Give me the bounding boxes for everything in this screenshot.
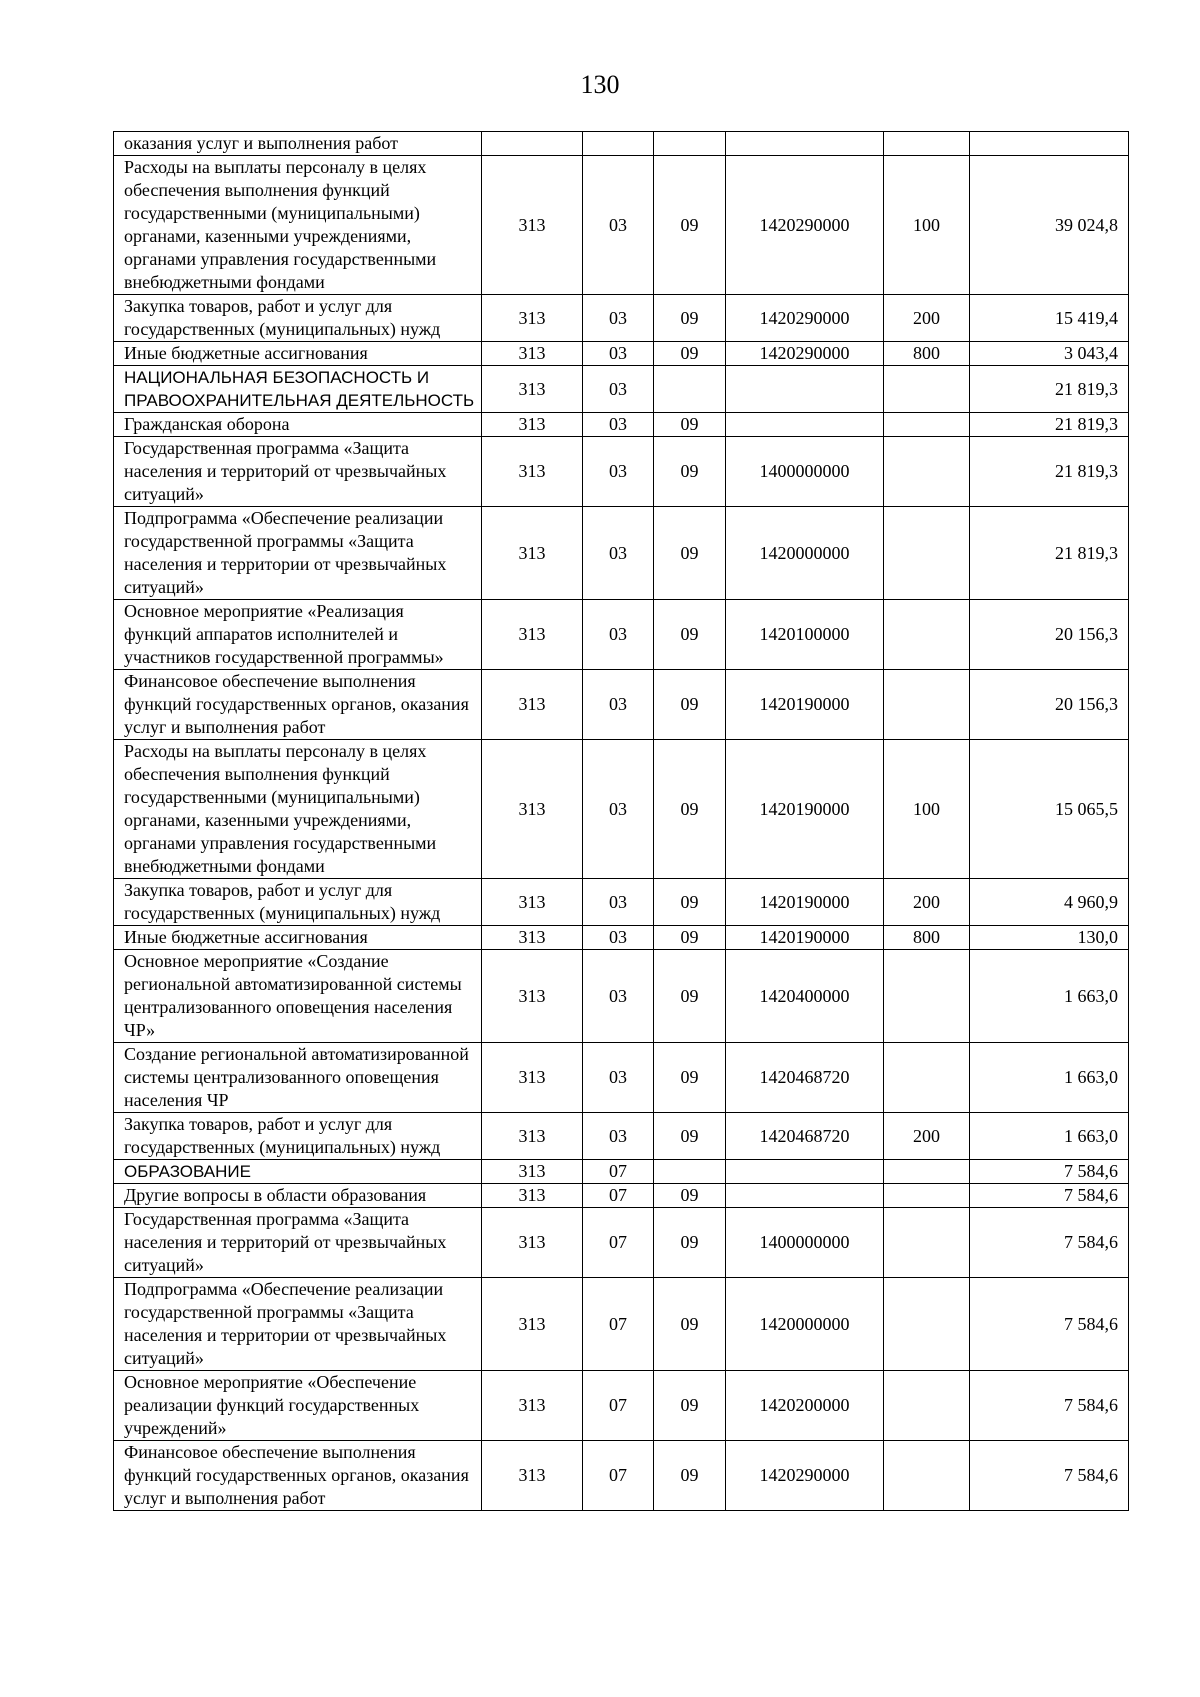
row-admin-code: 313 (482, 950, 583, 1043)
row-description: Основное мероприятие «Создание региональной автоматизированной системы централизованного оповещения населения ЧР» (114, 950, 482, 1043)
row-expense-type: 100 (884, 740, 970, 879)
row-expense-type (884, 600, 970, 670)
row-target-article: 1420290000 (726, 295, 884, 342)
row-admin-code: 313 (482, 1160, 583, 1184)
row-expense-type (884, 507, 970, 600)
row-target-article: 1420190000 (726, 670, 884, 740)
row-description: Создание региональной автоматизированной системы централизованного оповещения населения ЧР (114, 1043, 482, 1113)
row-admin-code: 313 (482, 1043, 583, 1113)
row-admin-code: 313 (482, 437, 583, 507)
row-description: Основное мероприятие «Реализация функций аппаратов исполнителей и участников государственной программы» (114, 600, 482, 670)
row-section-code: 03 (583, 670, 654, 740)
row-subsection-code: 09 (654, 1113, 726, 1160)
row-subsection-code (654, 366, 726, 413)
row-target-article (726, 366, 884, 413)
row-target-article: 1420190000 (726, 926, 884, 950)
row-target-article (726, 1160, 884, 1184)
row-target-article (726, 413, 884, 437)
row-subsection-code: 09 (654, 1184, 726, 1208)
table-row (114, 1043, 1129, 1113)
row-admin-code: 313 (482, 413, 583, 437)
row-expense-type: 200 (884, 1113, 970, 1160)
row-target-article: 1420000000 (726, 507, 884, 600)
row-subsection-code (654, 1160, 726, 1184)
row-target-article (726, 132, 884, 156)
row-section-code: 03 (583, 600, 654, 670)
row-admin-code: 313 (482, 1208, 583, 1278)
row-description: Государственная программа «Защита населения и территорий от чрезвычайных ситуаций» (114, 1208, 482, 1278)
row-amount: 20 156,3 (970, 670, 1129, 740)
row-amount: 7 584,6 (970, 1371, 1129, 1441)
row-target-article: 1420468720 (726, 1043, 884, 1113)
row-amount: 1 663,0 (970, 950, 1129, 1043)
row-section-code: 03 (583, 926, 654, 950)
row-subsection-code: 09 (654, 156, 726, 295)
row-section-code: 07 (583, 1371, 654, 1441)
row-section-code: 03 (583, 1043, 654, 1113)
row-section-code: 07 (583, 1278, 654, 1371)
row-description: Другие вопросы в области образования (114, 1184, 482, 1208)
row-amount: 1 663,0 (970, 1043, 1129, 1113)
row-admin-code: 313 (482, 1113, 583, 1160)
row-subsection-code: 09 (654, 879, 726, 926)
row-description: оказания услуг и выполнения работ (114, 132, 482, 156)
row-amount: 3 043,4 (970, 342, 1129, 366)
row-admin-code: 313 (482, 740, 583, 879)
page-number: 130 (580, 70, 620, 99)
row-subsection-code: 09 (654, 670, 726, 740)
row-admin-code: 313 (482, 879, 583, 926)
row-amount: 7 584,6 (970, 1208, 1129, 1278)
table-row (114, 413, 1129, 437)
row-admin-code (482, 132, 583, 156)
row-target-article: 1400000000 (726, 1208, 884, 1278)
row-amount: 20 156,3 (970, 600, 1129, 670)
row-amount: 21 819,3 (970, 413, 1129, 437)
row-description: Основное мероприятие «Обеспечение реализации функций государственных учреждений» (114, 1371, 482, 1441)
row-section-code: 07 (583, 1184, 654, 1208)
row-section-code: 03 (583, 437, 654, 507)
table-row (114, 740, 1129, 879)
budget-table (113, 131, 1129, 1511)
row-section-code: 07 (583, 1441, 654, 1511)
row-section-code: 07 (583, 1160, 654, 1184)
row-amount: 39 024,8 (970, 156, 1129, 295)
row-subsection-code: 09 (654, 926, 726, 950)
row-admin-code: 313 (482, 342, 583, 366)
row-description: Финансовое обеспечение выполнения функций государственных органов, оказания услуг и выполнения работ (114, 1441, 482, 1511)
table-row (114, 507, 1129, 600)
row-target-article: 1420000000 (726, 1278, 884, 1371)
row-target-article: 1420290000 (726, 1441, 884, 1511)
row-admin-code: 313 (482, 507, 583, 600)
table-body (114, 132, 1129, 1511)
row-subsection-code: 09 (654, 342, 726, 366)
row-description: Подпрограмма «Обеспечение реализации государственной программы «Защита населения и территории от чрезвычайных ситуаций» (114, 507, 482, 600)
row-amount: 21 819,3 (970, 507, 1129, 600)
row-subsection-code: 09 (654, 1441, 726, 1511)
row-subsection-code: 09 (654, 1371, 726, 1441)
row-subsection-code: 09 (654, 1208, 726, 1278)
table-row (114, 926, 1129, 950)
row-expense-type (884, 132, 970, 156)
row-subsection-code: 09 (654, 1278, 726, 1371)
row-description: Государственная программа «Защита населения и территорий от чрезвычайных ситуаций» (114, 437, 482, 507)
row-expense-type: 800 (884, 342, 970, 366)
table-row (114, 1371, 1129, 1441)
row-amount: 7 584,6 (970, 1184, 1129, 1208)
row-section-code: 03 (583, 413, 654, 437)
row-target-article: 1420100000 (726, 600, 884, 670)
row-description: Гражданская оборона (114, 413, 482, 437)
row-description: Закупка товаров, работ и услуг для государственных (муниципальных) нужд (114, 295, 482, 342)
row-expense-type (884, 1184, 970, 1208)
row-section-code: 03 (583, 342, 654, 366)
row-amount: 130,0 (970, 926, 1129, 950)
row-section-code: 03 (583, 156, 654, 295)
row-section-code: 03 (583, 950, 654, 1043)
row-amount: 7 584,6 (970, 1278, 1129, 1371)
row-description: Финансовое обеспечение выполнения функций государственных органов, оказания услуг и выполнения работ (114, 670, 482, 740)
row-expense-type: 200 (884, 295, 970, 342)
row-expense-type: 200 (884, 879, 970, 926)
table-row (114, 366, 1129, 413)
row-amount (970, 132, 1129, 156)
row-amount: 7 584,6 (970, 1160, 1129, 1184)
row-expense-type (884, 1371, 970, 1441)
table-row (114, 670, 1129, 740)
row-amount: 7 584,6 (970, 1441, 1129, 1511)
row-description: НАЦИОНАЛЬНАЯ БЕЗОПАСНОСТЬ И ПРАВООХРАНИТЕЛЬНАЯ ДЕЯТЕЛЬНОСТЬ (114, 366, 482, 413)
row-admin-code: 313 (482, 295, 583, 342)
row-expense-type (884, 1043, 970, 1113)
row-amount: 4 960,9 (970, 879, 1129, 926)
row-subsection-code: 09 (654, 600, 726, 670)
row-admin-code: 313 (482, 366, 583, 413)
row-expense-type: 800 (884, 926, 970, 950)
row-target-article (726, 1184, 884, 1208)
table-row (114, 1184, 1129, 1208)
row-target-article: 1420290000 (726, 342, 884, 366)
row-section-code: 03 (583, 295, 654, 342)
row-subsection-code: 09 (654, 507, 726, 600)
row-admin-code: 313 (482, 1371, 583, 1441)
row-description: Иные бюджетные ассигнования (114, 926, 482, 950)
row-admin-code: 313 (482, 1441, 583, 1511)
table-row (114, 1208, 1129, 1278)
row-admin-code: 313 (482, 156, 583, 295)
row-subsection-code: 09 (654, 950, 726, 1043)
row-amount: 15 419,4 (970, 295, 1129, 342)
row-expense-type (884, 366, 970, 413)
row-target-article: 1420200000 (726, 1371, 884, 1441)
row-section-code (583, 132, 654, 156)
row-admin-code: 313 (482, 600, 583, 670)
row-expense-type (884, 413, 970, 437)
table-row (114, 132, 1129, 156)
row-description: Расходы на выплаты персоналу в целях обеспечения выполнения функций государственными (муниципальными) органами, казенными учреждениями, органами управления государственными внебюджетными фондами (114, 740, 482, 879)
table-row (114, 879, 1129, 926)
row-admin-code: 313 (482, 926, 583, 950)
table-row (114, 1441, 1129, 1511)
row-amount: 21 819,3 (970, 437, 1129, 507)
row-subsection-code: 09 (654, 437, 726, 507)
row-amount: 1 663,0 (970, 1113, 1129, 1160)
row-description: Иные бюджетные ассигнования (114, 342, 482, 366)
row-description: Закупка товаров, работ и услуг для государственных (муниципальных) нужд (114, 879, 482, 926)
row-description: Расходы на выплаты персоналу в целях обеспечения выполнения функций государственными (муниципальными) органами, казенными учреждениями, органами управления государственными внебюджетными фондами (114, 156, 482, 295)
table-row (114, 1160, 1129, 1184)
row-section-code: 07 (583, 1208, 654, 1278)
table-row (114, 1278, 1129, 1371)
row-expense-type (884, 1208, 970, 1278)
table-row (114, 295, 1129, 342)
row-section-code: 03 (583, 879, 654, 926)
row-expense-type (884, 1441, 970, 1511)
row-target-article: 1420290000 (726, 156, 884, 295)
row-target-article: 1420190000 (726, 740, 884, 879)
row-section-code: 03 (583, 507, 654, 600)
row-expense-type (884, 437, 970, 507)
row-expense-type: 100 (884, 156, 970, 295)
table-row (114, 156, 1129, 295)
row-subsection-code: 09 (654, 740, 726, 879)
row-target-article: 1400000000 (726, 437, 884, 507)
row-section-code: 03 (583, 366, 654, 413)
row-target-article: 1420468720 (726, 1113, 884, 1160)
row-expense-type (884, 1160, 970, 1184)
row-subsection-code: 09 (654, 295, 726, 342)
row-subsection-code (654, 132, 726, 156)
row-expense-type (884, 950, 970, 1043)
row-target-article: 1420190000 (726, 879, 884, 926)
row-description: ОБРАЗОВАНИЕ (114, 1160, 482, 1184)
row-subsection-code: 09 (654, 1043, 726, 1113)
table-row (114, 437, 1129, 507)
row-amount: 21 819,3 (970, 366, 1129, 413)
table-row (114, 600, 1129, 670)
row-section-code: 03 (583, 1113, 654, 1160)
row-target-article: 1420400000 (726, 950, 884, 1043)
table-row (114, 950, 1129, 1043)
row-section-code: 03 (583, 740, 654, 879)
row-admin-code: 313 (482, 1184, 583, 1208)
row-expense-type (884, 1278, 970, 1371)
row-description: Подпрограмма «Обеспечение реализации государственной программы «Защита населения и территории от чрезвычайных ситуаций» (114, 1278, 482, 1371)
row-expense-type (884, 670, 970, 740)
row-admin-code: 313 (482, 670, 583, 740)
row-admin-code: 313 (482, 1278, 583, 1371)
row-description: Закупка товаров, работ и услуг для государственных (муниципальных) нужд (114, 1113, 482, 1160)
row-subsection-code: 09 (654, 413, 726, 437)
row-amount: 15 065,5 (970, 740, 1129, 879)
table-row (114, 342, 1129, 366)
table-row (114, 1113, 1129, 1160)
